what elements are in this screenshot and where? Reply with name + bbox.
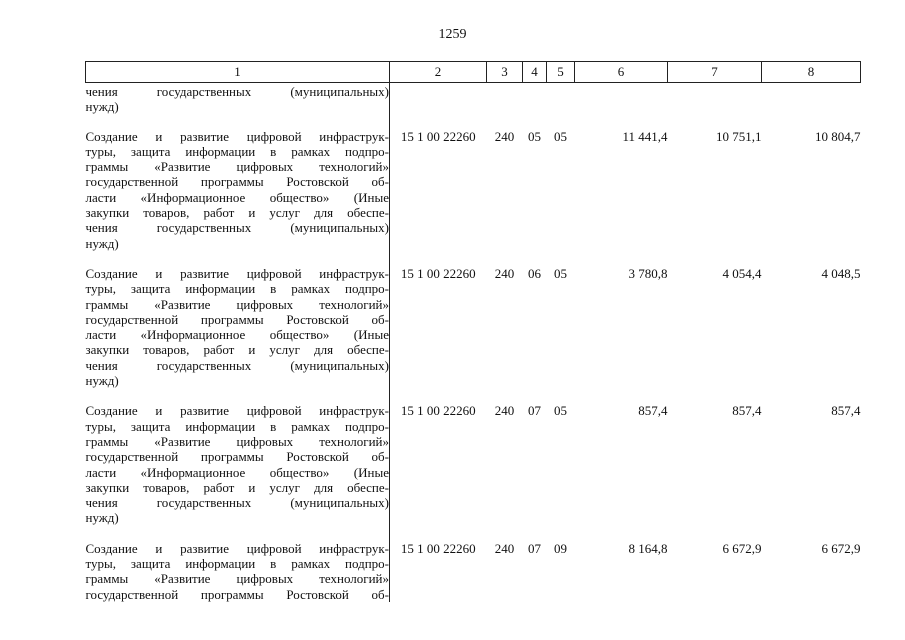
row-description (86, 403, 390, 540)
description-line: закупки товаров, работ и услуг для обеспе- (85, 205, 389, 221)
continuation-row (86, 83, 861, 129)
budget-table (85, 61, 861, 602)
subsection-cell: 05 (554, 403, 567, 419)
description-line: туры, защита информации в рамках подпро- (85, 418, 389, 434)
column-header: 7 (668, 62, 762, 83)
section-cell: 06 (528, 265, 541, 281)
amount-cell: 10 804,7 (815, 128, 861, 144)
target-article-cell: 15 1 00 22260 (400, 540, 476, 556)
description-line: Создание и развитие цифровой инфраструк- (85, 128, 389, 144)
row-description (86, 83, 390, 129)
target-article-cell: 15 1 00 22260 (400, 128, 476, 144)
section-cell: 05 (528, 128, 541, 144)
target-article-cell: 15 1 00 22260 (400, 265, 476, 281)
section-cell: 07 (528, 540, 541, 556)
amount-cell: 10 751,1 (716, 128, 762, 144)
description-line: граммы «Развитие цифровых технологий» (85, 159, 389, 175)
description-line: чения государственных (муниципальных) (85, 495, 389, 511)
row-description (86, 541, 390, 602)
amount-cell: 857,4 (638, 403, 668, 419)
amount-cell: 857,4 (732, 403, 762, 419)
description-line: граммы «Развитие цифровых технологий» (85, 433, 389, 449)
description-line: туры, защита информации в рамках подпро- (85, 281, 389, 297)
column-header: 5 (547, 62, 575, 83)
amount-cell: 4 048,5 (821, 265, 861, 281)
table-row (86, 541, 861, 602)
subsection-cell: 09 (554, 540, 567, 556)
row-description (86, 129, 390, 266)
description-line: нужд) (85, 235, 119, 251)
description-line: туры, защита информации в рамках подпро- (85, 143, 389, 159)
amount-cell: 11 441,4 (622, 128, 668, 144)
description-line: нужд) (85, 373, 119, 389)
column-header: 6 (575, 62, 668, 83)
page-number: 1259 (438, 27, 467, 42)
table-row (86, 266, 861, 403)
description-line: граммы «Развитие цифровых технологий» (85, 571, 389, 587)
description-line: чения государственных (муниципальных) (85, 84, 389, 99)
amount-cell: 8 164,8 (628, 540, 668, 556)
expense-type-cell: 240 (494, 265, 515, 281)
table-row (86, 403, 861, 540)
table-row (86, 129, 861, 266)
description-line: ласти «Информационное общество» (Иные (85, 189, 389, 205)
description-line: граммы «Развитие цифровых технологий» (85, 296, 389, 312)
description-line: чения государственных (муниципальных) (85, 357, 389, 373)
expense-type-cell: 240 (494, 128, 515, 144)
description-line: ласти «Информационное общество» (Иные (85, 464, 389, 480)
amount-cell: 6 672,9 (722, 540, 762, 556)
description-line: закупки товаров, работ и услуг для обеспе- (85, 342, 389, 358)
amount-cell: 857,4 (831, 403, 861, 419)
target-article-cell: 15 1 00 22260 (400, 403, 476, 419)
description-line: государственной программы Ростовской об- (85, 449, 389, 465)
amount-cell: 4 054,4 (722, 265, 762, 281)
column-header: 1 (86, 62, 390, 83)
expense-type-cell: 240 (494, 540, 515, 556)
column-header: 3 (487, 62, 523, 83)
column-header: 2 (390, 62, 487, 83)
description-line: государственной программы Ростовской об- (85, 174, 389, 190)
description-line: закупки товаров, работ и услуг для обеспе- (85, 479, 389, 495)
description-line: Создание и развитие цифровой инфраструк- (85, 265, 389, 281)
description-line: государственной программы Ростовской об- (85, 586, 389, 602)
description-line: ласти «Информационное общество» (Иные (85, 327, 389, 343)
expense-type-cell: 240 (494, 403, 515, 419)
description-line: государственной программы Ростовской об- (85, 311, 389, 327)
row-description (86, 266, 390, 403)
description-line: Создание и развитие цифровой инфраструк- (85, 403, 389, 419)
subsection-cell: 05 (554, 128, 567, 144)
column-header: 8 (762, 62, 861, 83)
description-line: туры, защита информации в рамках подпро- (85, 556, 389, 572)
description-line: чения государственных (муниципальных) (85, 220, 389, 236)
description-line: Создание и развитие цифровой инфраструк- (85, 540, 389, 556)
amount-cell: 6 672,9 (821, 540, 861, 556)
description-line: нужд) (85, 510, 119, 526)
amount-cell: 3 780,8 (628, 265, 668, 281)
description-line: нужд) (85, 99, 119, 115)
header-row (86, 62, 861, 83)
column-header: 4 (523, 62, 547, 83)
section-cell: 07 (528, 403, 541, 419)
subsection-cell: 05 (554, 265, 567, 281)
